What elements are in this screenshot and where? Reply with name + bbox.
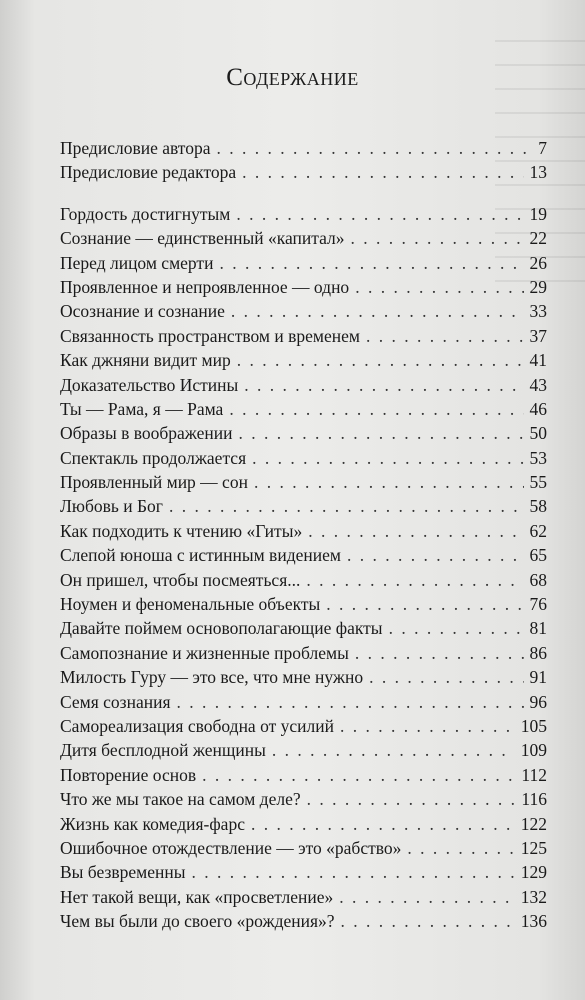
toc-entry-page: 29 [529, 276, 547, 297]
toc-entry-page: 13 [529, 162, 547, 183]
toc-entry-title: Образы в воображении [60, 423, 233, 444]
dot-leader [407, 838, 514, 859]
dot-leader [231, 301, 524, 322]
dot-leader [389, 618, 524, 639]
dot-leader [202, 765, 515, 786]
toc-entry-title: Проявленный мир — сон [60, 472, 248, 493]
dot-leader [244, 375, 523, 396]
toc-entry [60, 399, 547, 423]
dot-leader [217, 138, 533, 159]
toc-entry [60, 253, 547, 277]
toc-entry [60, 228, 547, 252]
toc-entry-page: 43 [529, 374, 547, 395]
dot-leader [177, 692, 524, 713]
toc-entry [60, 375, 547, 399]
toc-entry-title: Сознание — единственный «капитал» [60, 228, 345, 249]
toc-entry-page: 46 [529, 398, 547, 419]
dot-leader [237, 350, 524, 371]
dot-leader [355, 277, 523, 298]
toc-entry-page: 91 [529, 667, 547, 688]
toc-entry-title: Чем вы были до своего «рождения»? [60, 911, 335, 932]
toc-entry-page: 65 [529, 545, 547, 566]
toc-entry-page: 33 [529, 301, 547, 322]
toc-entry [60, 740, 547, 764]
toc-entry-title: Любовь и Бог [60, 496, 163, 517]
dot-leader [307, 789, 516, 810]
dot-leader [252, 448, 523, 469]
toc-entry [60, 887, 547, 911]
toc-entry-page: 41 [529, 350, 547, 371]
toc-entry [60, 545, 547, 569]
toc-entry-page: 58 [529, 496, 547, 517]
dot-leader [339, 887, 514, 908]
dot-leader [326, 594, 523, 615]
dot-leader [272, 740, 515, 761]
toc-entry-title: Ошибочное отождествление — это «рабство» [60, 837, 402, 858]
toc-entry-title: Жизнь как комедия-фарс [60, 813, 245, 834]
toc-entry-page: 7 [538, 138, 547, 158]
toc-entry [60, 448, 547, 472]
dot-leader [369, 667, 523, 688]
toc-entry-title: Ноумен и феноменальные объекты [60, 594, 321, 615]
toc-entry-title: Повторение основ [60, 764, 197, 785]
toc-entry-page: 19 [529, 203, 547, 224]
toc-entry [60, 472, 547, 496]
dot-leader [340, 716, 515, 737]
toc-entry [60, 350, 547, 374]
dot-leader [236, 204, 523, 225]
toc-entry [60, 570, 547, 594]
toc-entry-title: Самопознание и жизненные проблемы [60, 642, 349, 663]
toc-entry-page: 86 [529, 642, 547, 663]
toc-entry-title: Связанность пространством и временем [60, 325, 360, 346]
toc-entry [60, 162, 547, 186]
toc-entry [60, 204, 547, 228]
toc-entry-page: 37 [529, 325, 547, 346]
toc-entry-page: 96 [529, 691, 547, 712]
dot-leader [191, 862, 514, 883]
toc-entry-page: 132 [520, 886, 547, 907]
toc-entry-page: 50 [529, 423, 547, 444]
toc-entry-title: Гордость достигнутым [60, 203, 231, 224]
dot-leader [219, 253, 523, 274]
toc-entry-title: Ты — Рама, я — Рама [60, 398, 224, 419]
table-of-contents [60, 138, 547, 936]
toc-entry-title: Давайте поймем основополагающие факты [60, 618, 383, 639]
toc-entry-page: 81 [529, 618, 547, 639]
toc-entry-title: Предисловие автора [60, 138, 211, 158]
page-title: Содержание [226, 64, 359, 91]
toc-entry-page: 116 [521, 789, 547, 810]
toc-entry [60, 643, 547, 667]
toc-entry-page: 122 [520, 813, 547, 834]
dot-leader [229, 399, 523, 420]
toc-entry-page: 53 [529, 447, 547, 468]
toc-entry-page: 105 [520, 715, 547, 736]
toc-entry-page: 55 [529, 472, 547, 493]
toc-entry [60, 301, 547, 325]
toc-entry [60, 667, 547, 691]
dot-leader [251, 814, 515, 835]
dot-leader [366, 326, 524, 347]
toc-entry [60, 692, 547, 716]
dot-leader [254, 472, 524, 493]
toc-entry-title: Как подходить к чтению «Гиты» [60, 520, 303, 541]
toc-entry-page: 62 [529, 520, 547, 541]
toc-entry [60, 789, 547, 813]
toc-entry-title: Слепой юноша с истинным видением [60, 545, 341, 566]
toc-entry-page: 22 [529, 228, 547, 249]
toc-entry [60, 814, 547, 838]
toc-entry-title: Как джняни видит мир [60, 350, 231, 371]
toc-entry-title: Вы безвременны [60, 862, 186, 883]
toc-entry-page: 136 [520, 911, 547, 932]
toc-entry [60, 521, 547, 545]
toc-entry [60, 862, 547, 886]
toc-entry-page: 26 [529, 252, 547, 273]
toc-entry [60, 594, 547, 618]
toc-entry-title: Милость Гуру — это все, что мне нужно [60, 667, 364, 688]
dot-leader [308, 521, 523, 542]
dot-leader [306, 570, 523, 591]
toc-entry [60, 138, 547, 162]
dot-leader [239, 423, 524, 444]
toc-entry [60, 277, 547, 301]
dot-leader [355, 643, 524, 664]
dot-leader [341, 911, 515, 932]
toc-entry-title: Дитя бесплодной женщины [60, 740, 266, 761]
toc-entry-page: 76 [529, 594, 547, 615]
toc-entry [60, 618, 547, 642]
toc-entry-title: Нет такой вещи, как «просветление» [60, 886, 334, 907]
toc-entry-title: Перед лицом смерти [60, 252, 214, 273]
toc-entry-title: Осознание и сознание [60, 301, 225, 322]
toc-entry [60, 765, 547, 789]
toc-entry-title: Самореализация свободна от усилий [60, 715, 334, 736]
toc-entry-title: Спектакль продолжается [60, 447, 247, 468]
toc-entry-page: 109 [520, 740, 547, 761]
toc-entry [60, 716, 547, 740]
toc-entry [60, 911, 547, 935]
dot-leader [347, 545, 524, 566]
toc-entry-title: Проявленное и непроявленное — одно [60, 276, 350, 297]
toc-entry [60, 423, 547, 447]
dot-leader [350, 228, 523, 249]
toc-entry-page: 68 [529, 569, 547, 590]
toc-entry [60, 496, 547, 520]
toc-entry [60, 326, 547, 350]
toc-entry-title: Предисловие редактора [60, 162, 237, 183]
toc-entry-page: 112 [521, 764, 547, 785]
toc-entry-page: 125 [520, 837, 547, 858]
toc-entry-title: Семя сознания [60, 691, 171, 712]
toc-entry [60, 838, 547, 862]
toc-entry-title: Он пришел, чтобы посмеяться... [60, 569, 301, 590]
dot-leader [169, 496, 524, 517]
toc-entry-title: Что же мы такое на самом деле? [60, 789, 301, 810]
dot-leader [242, 162, 523, 183]
toc-entry-page: 129 [520, 862, 547, 883]
toc-entry-title: Доказательство Истины [60, 374, 239, 395]
